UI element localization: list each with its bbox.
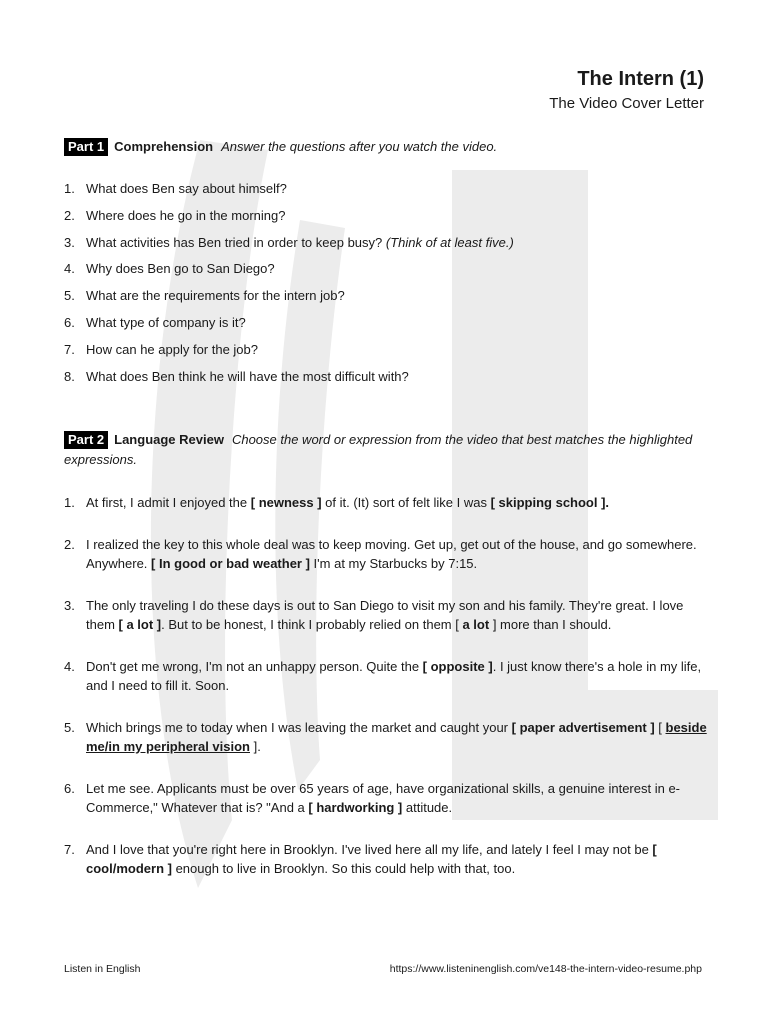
list-item: 6. Let me see. Applicants must be over 65 years of age, have organizational skills, a genuine interest in e-Commerce," Whatever that is? "And a [ hardworking ] attitude. xyxy=(64,781,681,815)
list-item: 2. I realized the key to this whole deal was to keep moving. Get up, get out of the house, and go somewhere. Anywhere. [ In good or bad weather ] I'm at my Starbucks by 7:15. xyxy=(64,537,697,571)
list-item: 4. Why does Ben go to San Diego? xyxy=(64,261,275,277)
list-item: 5. What are the requirements for the intern job? xyxy=(64,288,345,304)
part1-label: Part 1 xyxy=(64,138,108,156)
list-item: 8. What does Ben think he will have the most difficult with? xyxy=(64,368,409,384)
footer-site-name: Listen in English xyxy=(64,963,141,975)
list-item: 2. Where does he go in the morning? xyxy=(64,207,286,223)
part2-heading xyxy=(64,430,710,470)
language-review-items xyxy=(64,493,710,901)
part2-name: Language Review xyxy=(114,432,224,447)
part2-instruction: Choose the word or expression from the video that best matches the highlighted expressions. xyxy=(64,432,693,467)
list-item: 7. How can he apply for the job? xyxy=(64,341,258,357)
list-item: 1. At first, I admit I enjoyed the [ newness ] of it. (It) sort of felt like I was [ skipping school ]. xyxy=(64,495,610,510)
list-item: 7. And I love that you're right here in Brooklyn. I've lived here all my life, and lately I feel I may not be [ cool/modern ] enough to live in Brooklyn. So this could help with that, too. xyxy=(64,842,657,876)
list-item: 3. What activities has Ben tried in order to keep busy? (Think of at least five.) xyxy=(64,234,514,250)
list-item: 4. Don't get me wrong, I'm not an unhappy person. Quite the [ opposite ]. I just know there's a hole in my life, and I need to fill it. Soon. xyxy=(64,659,702,693)
comprehension-questions xyxy=(64,179,710,393)
document-title-block xyxy=(549,66,704,115)
part1-heading xyxy=(64,137,710,157)
part2-label: Part 2 xyxy=(64,431,108,449)
list-item: 3. The only traveling I do these days is out to San Diego to visit my son and his family. They're great. I love them [ a lot ]. But to be honest, I think I probably relied on them [ a lot ] more than I should. xyxy=(64,598,684,632)
list-item: 5. Which brings me to today when I was leaving the market and caught your [ paper advertisement ] [ beside me/in my peripheral vision ]. xyxy=(64,720,707,754)
part1-name: Comprehension xyxy=(114,139,214,154)
list-item: 6. What type of company is it? xyxy=(64,314,246,330)
question-hint: (Think of at least five.) xyxy=(385,234,514,250)
list-item: 1. What does Ben say about himself? xyxy=(64,181,287,196)
part1-instruction: Answer the questions after you watch the video. xyxy=(221,139,498,154)
document-title: The Intern (1) xyxy=(577,68,704,90)
footer-url[interactable]: https://www.listeninenglish.com/ve148-the-intern-video-resume.php xyxy=(389,963,702,975)
document-subtitle: The Video Cover Letter xyxy=(549,95,704,112)
